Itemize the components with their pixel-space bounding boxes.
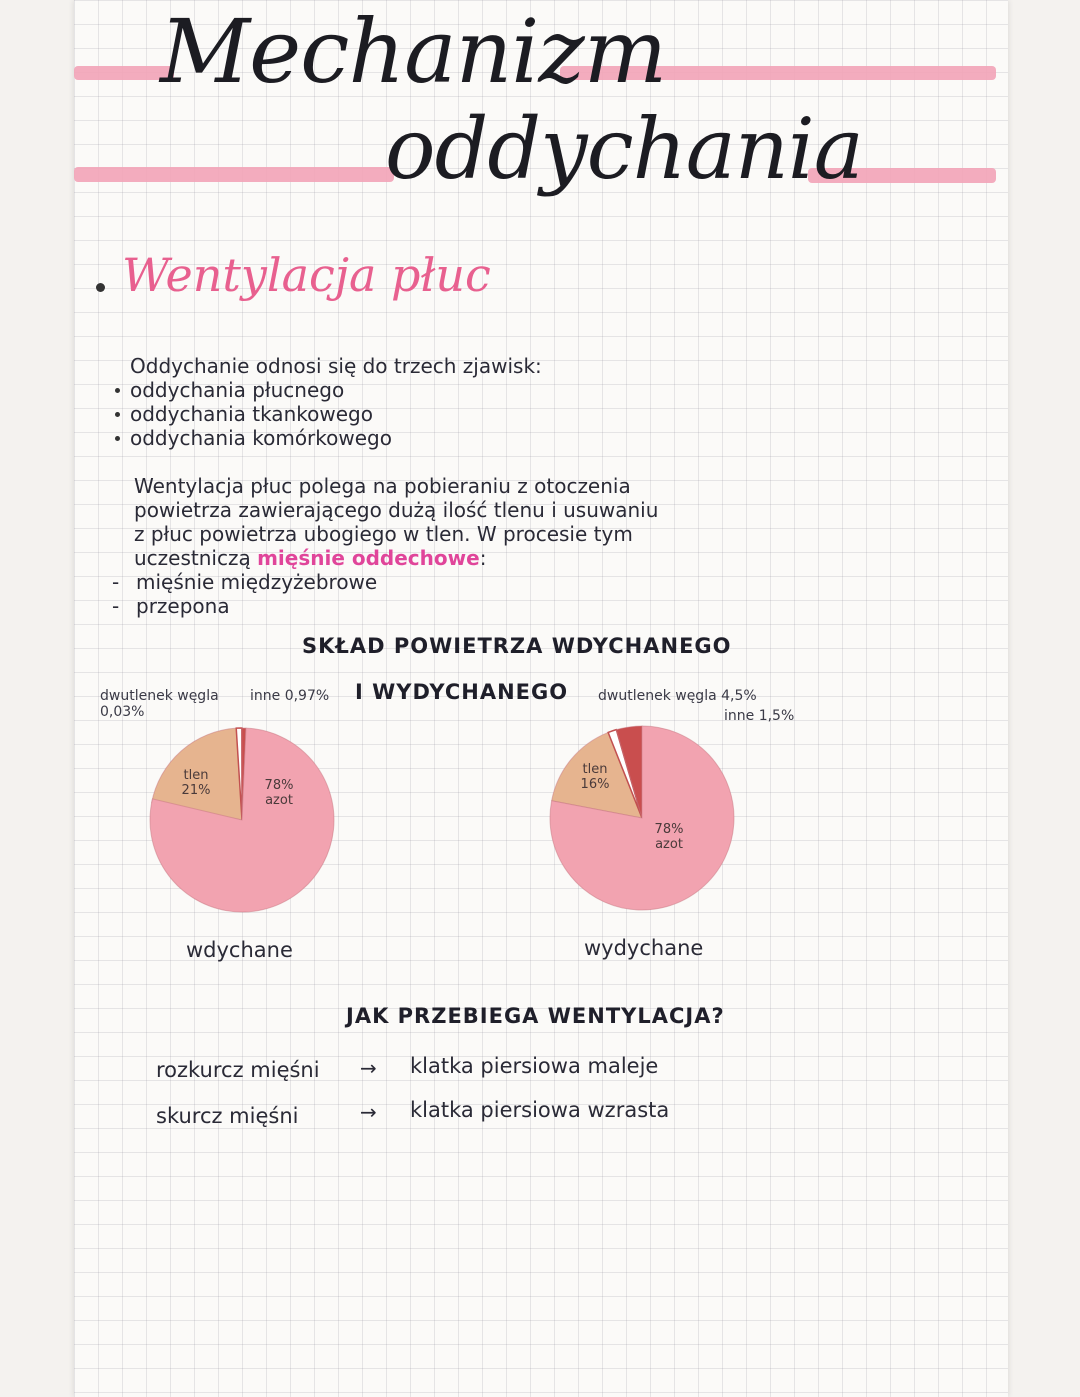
inhaled-pie-chart	[142, 720, 342, 920]
row1-effect: klatka piersiowa maleje	[410, 1054, 659, 1078]
inhaled-caption: wdychane	[186, 938, 293, 962]
exhaled-other-label: inne 1,5%	[724, 708, 795, 724]
exhaled-co2-label: dwutlenek węgla 4,5%	[598, 688, 757, 704]
inhaled-nitrogen-label: 78% azot	[264, 778, 294, 808]
page-title-line1: Mechanizm	[160, 0, 667, 103]
title-band-left-1	[74, 66, 174, 80]
muscle-item: mięśnie międzyżebrowe	[136, 570, 378, 594]
phenomenon-item: oddychania płucnego	[130, 378, 345, 402]
ventilation-line: powietrza zawierającego dużą ilość tlenu i usuwaniu	[134, 498, 659, 522]
ventilation-line4-prefix: uczestniczą	[134, 546, 251, 570]
exhaled-oxygen-label: tlen 16%	[580, 762, 610, 792]
bullet-icon	[115, 388, 120, 393]
row2-effect: klatka piersiowa wzrasta	[410, 1098, 670, 1122]
ventilation-line4-suffix: :	[479, 546, 487, 570]
arrow-right-icon: →	[360, 1100, 377, 1124]
section-bullet-icon	[96, 283, 105, 292]
composition-heading-line1: SKŁAD POWIETRZA WDYCHANEGO	[302, 634, 732, 658]
composition-heading-line2: I WYDYCHANEGO	[355, 680, 569, 704]
inhaled-co2-label: dwutlenek węgla 0,03%	[100, 688, 219, 720]
ventilation-line: z płuc powietrza ubogiego w tlen. W procesie tym	[134, 522, 633, 546]
arrow-right-icon: →	[360, 1056, 377, 1080]
row2-cause: skurcz mięśni	[156, 1104, 299, 1128]
ventilation-line: Wentylacja płuc polega na pobieraniu z otoczenia	[134, 474, 631, 498]
dash-icon: -	[112, 594, 120, 618]
inhaled-oxygen-label: tlen 21%	[181, 768, 211, 798]
phenomenon-item: oddychania tkankowego	[130, 402, 373, 426]
phenomenon-item: oddychania komórkowego	[130, 426, 392, 450]
bullet-icon	[115, 412, 120, 417]
title-band-left-2	[74, 167, 394, 182]
dash-icon: -	[112, 570, 120, 594]
exhaled-nitrogen-label: 78% azot	[654, 822, 684, 852]
bullet-icon	[115, 436, 120, 441]
ventilation-line4	[134, 546, 486, 570]
section-heading: Wentylacja płuc	[122, 248, 491, 302]
muscle-item: przepona	[136, 594, 230, 618]
page-title-line2: oddychania	[385, 100, 863, 198]
exhaled-caption: wydychane	[584, 936, 704, 960]
respiratory-muscles-highlight: mięśnie oddechowe	[257, 546, 480, 570]
row1-cause: rozkurcz mięśni	[156, 1058, 320, 1082]
exhaled-pie-chart	[542, 718, 742, 918]
how-heading: JAK PRZEBIEGA WENTYLACJA?	[346, 1004, 725, 1028]
intro-text: Oddychanie odnosi się do trzech zjawisk:	[130, 354, 542, 378]
inhaled-other-label: inne 0,97%	[250, 688, 330, 704]
